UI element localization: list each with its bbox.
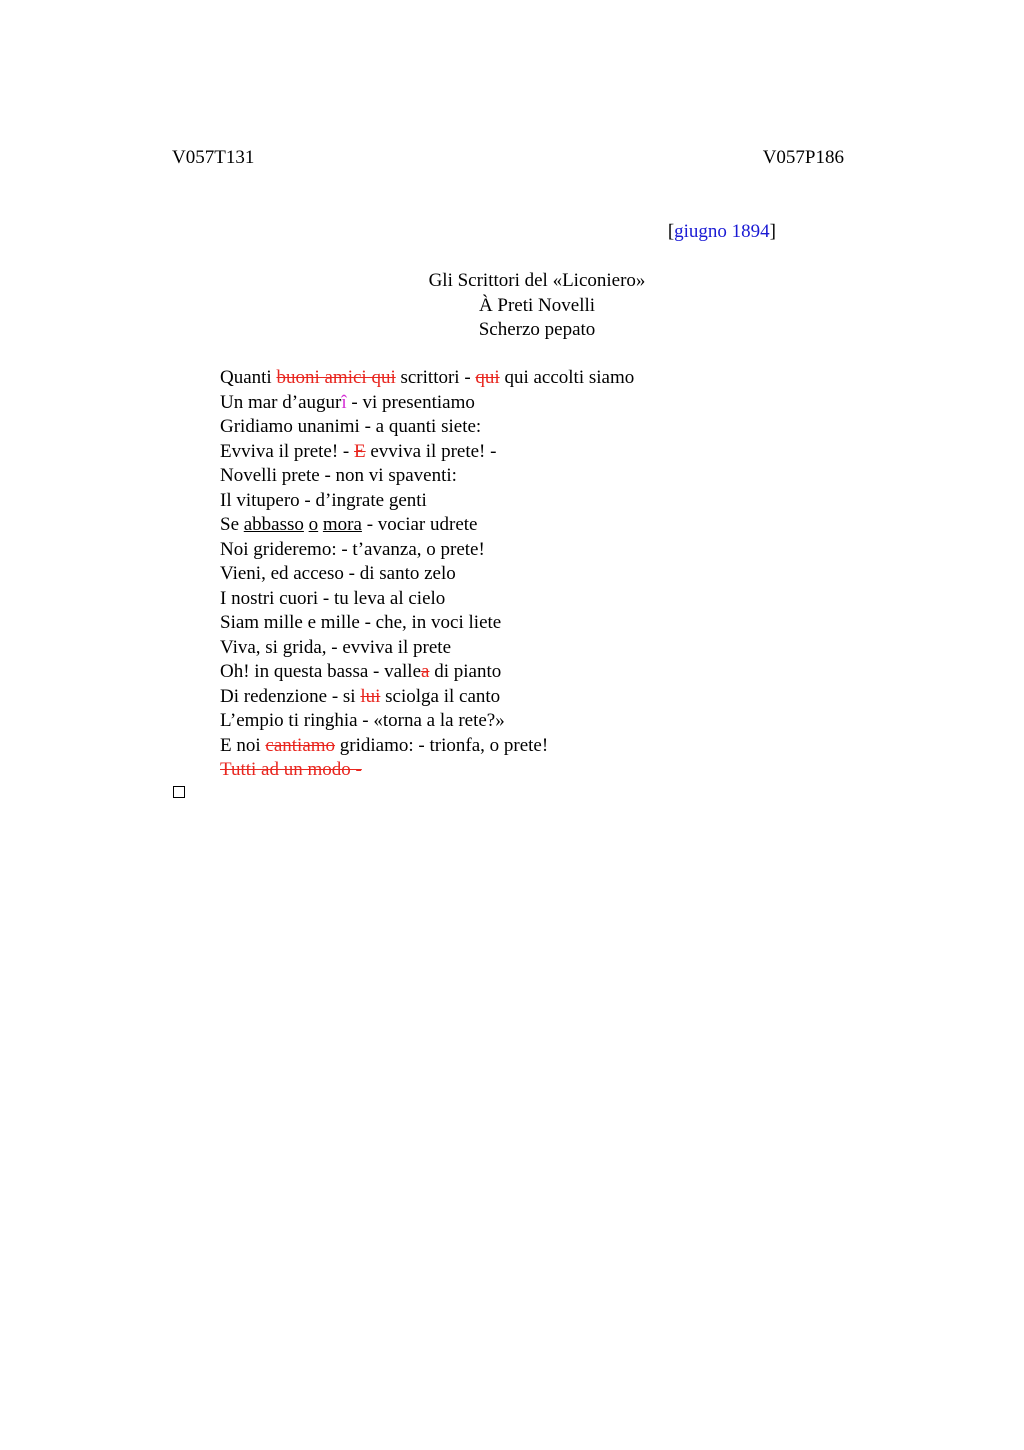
deleted-text: E <box>354 440 366 462</box>
text-run: Evviva il prete! - <box>220 440 355 462</box>
poem-line-7 <box>220 513 634 538</box>
text-run: Oh! in questa bassa - valle <box>220 661 422 682</box>
deleted-text: cantiamo <box>265 734 336 756</box>
underlined-text: abbasso <box>243 514 304 535</box>
poem-line-3: Gridiamo unanimi - a quanti siete: <box>220 416 482 437</box>
text-run: qui accolti siamo <box>499 367 635 388</box>
poem-line-1 <box>220 366 634 391</box>
text-run: scrittori - <box>395 367 476 388</box>
underlined-text: mora <box>322 514 362 535</box>
end-marker-square-icon <box>173 786 185 798</box>
poem-line-13 <box>220 660 634 685</box>
text-run: Se <box>220 514 244 535</box>
poem-line-2 <box>220 391 634 416</box>
deleted-text: a <box>421 661 430 682</box>
title-line-3: Scherzo pepato <box>478 319 596 340</box>
corrected-text: î <box>341 391 347 413</box>
poem-line-15: L’empio ti ringhia - «torna a la rete?» <box>220 710 505 731</box>
title-block <box>0 269 1024 343</box>
date-close-bracket: ] <box>769 221 776 242</box>
text-run: Di redenzione - si <box>220 685 361 707</box>
date-annotation <box>668 220 776 244</box>
text-run: - vi presentiamo <box>346 391 475 413</box>
date-open-bracket: [ <box>667 221 675 242</box>
text-run: evviva il prete! - <box>365 440 497 462</box>
poem-line-5: Novelli prete - non vi spaventi: <box>220 465 457 486</box>
text-run: E noi <box>220 734 266 756</box>
text-run: gridiamo: - trionfa, o prete! <box>335 734 549 756</box>
poem-line-14 <box>220 685 634 710</box>
volume-page-code: V057P186 <box>762 147 844 168</box>
poem-line-4 <box>220 440 634 465</box>
deleted-text: lui <box>360 685 381 707</box>
deleted-text: Tutti ad un modo - <box>220 759 362 780</box>
date-text: giugno 1894 <box>674 221 770 242</box>
poem-body <box>220 366 634 783</box>
poem-line-11: Siam mille e mille - che, in voci liete <box>220 612 502 633</box>
text-run: sciolga il canto <box>380 685 501 707</box>
title-line-2: À Preti Novelli <box>478 294 596 316</box>
text-run: di pianto <box>429 661 502 682</box>
poem-line-16 <box>220 734 634 759</box>
deleted-text: buoni amici qui <box>276 367 396 388</box>
text-run: Un mar d’augur <box>220 391 342 413</box>
title-line-1: Gli Scrittori del «Liconiero» <box>428 270 646 291</box>
poem-line-17 <box>220 758 634 783</box>
poem-line-12: Viva, si grida, - evviva il prete <box>220 636 452 658</box>
poem-line-9: Vieni, ed acceso - di santo zelo <box>220 563 456 584</box>
underlined-text: o <box>308 514 319 535</box>
volume-text-code: V057T131 <box>172 147 255 168</box>
text-run: Quanti <box>220 367 277 388</box>
poem-line-6: Il vitupero - d’ingrate genti <box>220 489 427 511</box>
poem-line-10: I nostri cuori - tu leva al cielo <box>220 587 446 609</box>
deleted-text: qui <box>475 367 500 388</box>
poem-line-8: Noi grideremo: - t’avanza, o prete! <box>220 538 485 560</box>
text-run: - vociar udrete <box>361 514 478 535</box>
